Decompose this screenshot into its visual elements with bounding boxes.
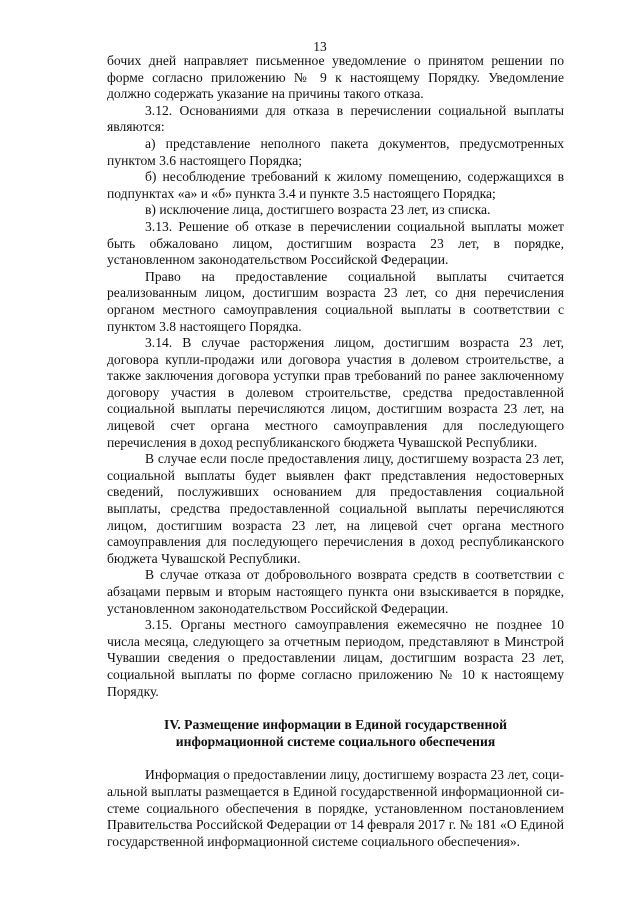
paragraph-false-info: В случае если после предоставления лицу, достигшему возраста 23 лет, социальной выплаты будет выявлен факт представления недостоверных сведений, послуживших основанием для предоставления социальной выплаты, средства предоставленной социальной выплаты перечисляются лицом, достигшим возраста 23 лет, на лицевой счет органа местного самоуправления для последующего перечисления в доход республиканского бюджета Чувашской Республики. <box>107 451 564 566</box>
section-heading-line-1: IV. Размещение информации в Единой государственной <box>164 717 507 733</box>
paragraph-right-realized: Право на предоставление социальной выплаты считается реализованным лицом, достигшим возраста 23 лет, со дня перечисления органом местного самоуправления социальной выплаты в соответствии с пунктом 3.8 настоящего Порядка. <box>107 268 564 334</box>
section-heading-line-2: информационной системе социального обеспечения <box>175 733 496 749</box>
paragraph-3-13: 3.13. Решение об отказе в перечислении социальной выплаты может быть обжаловано лицом, достигшим возраста 23 лет, в порядке, установленном законодательством Российской Федерации. <box>107 218 564 268</box>
paragraph-continuation: бочих дней направляет письменное уведомление о принятом решении по форме согласно приложению № 9 к настоящему Порядку. Уведомление должно содержать указание на причины такого отказа. <box>107 53 564 102</box>
paragraph-3-14: 3.14. В случае расторжения лицом, достигшим возраста 23 лет, договора купли-продажи или договора участия в долевом строительстве, а также заключения договора уступки прав требований по ранее заключенному договору участия в долевом строительстве, средства предоставленной социальной выплаты перечисляются лицом, достигшим возраста 23 лет, на лицевой счет органа местного самоуправления для последующего перечисления в доход республиканского бюджета Чувашской Республики. <box>107 335 564 450</box>
paragraph-3-12: 3.12. Основаниями для отказа в перечислении социальной выплаты являются: <box>107 102 564 135</box>
paragraph-3-15: 3.15. Органы местного самоуправления ежемесячно не позднее 10 числа месяца, следующего за отчетным периодом, представляют в Минстрой Чувашии сведения о предоставлении лицам, достигшим возраста 23 лет, социальной выплаты по форме согласно приложению № 10 к настоящему Порядку. <box>107 617 564 699</box>
list-item-v: в) исключение лица, достигшего возраста 23 лет, из списка. <box>145 202 491 218</box>
paragraph-refusal-return: В случае отказа от добровольного возврата средств в соответствии с абзацами первым и вторым настоящего пункта они взыскивается в порядке, установленном законодательством Российской Федерации. <box>107 567 564 616</box>
page-number: 13 <box>313 39 327 54</box>
section-heading <box>107 717 564 750</box>
document-body <box>107 53 564 850</box>
list-item-a: а) представление неполного пакета документов, предусмотренных пунктом 3.6 настоящего Порядка; <box>107 135 564 168</box>
list-item-b: б) несоблюдение требований к жилому помещению, содержащихся в подпунктах «а» и «б» пункта 3.4 и пункте 3.5 настоящего Порядка; <box>107 169 564 201</box>
paragraph-info-placement: Информация о предоставлении лицу, достигшему возраста 23 лет, социальной выплаты размещается в Единой государственной информационной системе социального обеспечения в порядке, установленном постановлением Правительства Российской Федерации от 14 февраля 2017 г. № 181 «О Единой государственной информационной системе социального обеспечения». <box>107 767 564 849</box>
